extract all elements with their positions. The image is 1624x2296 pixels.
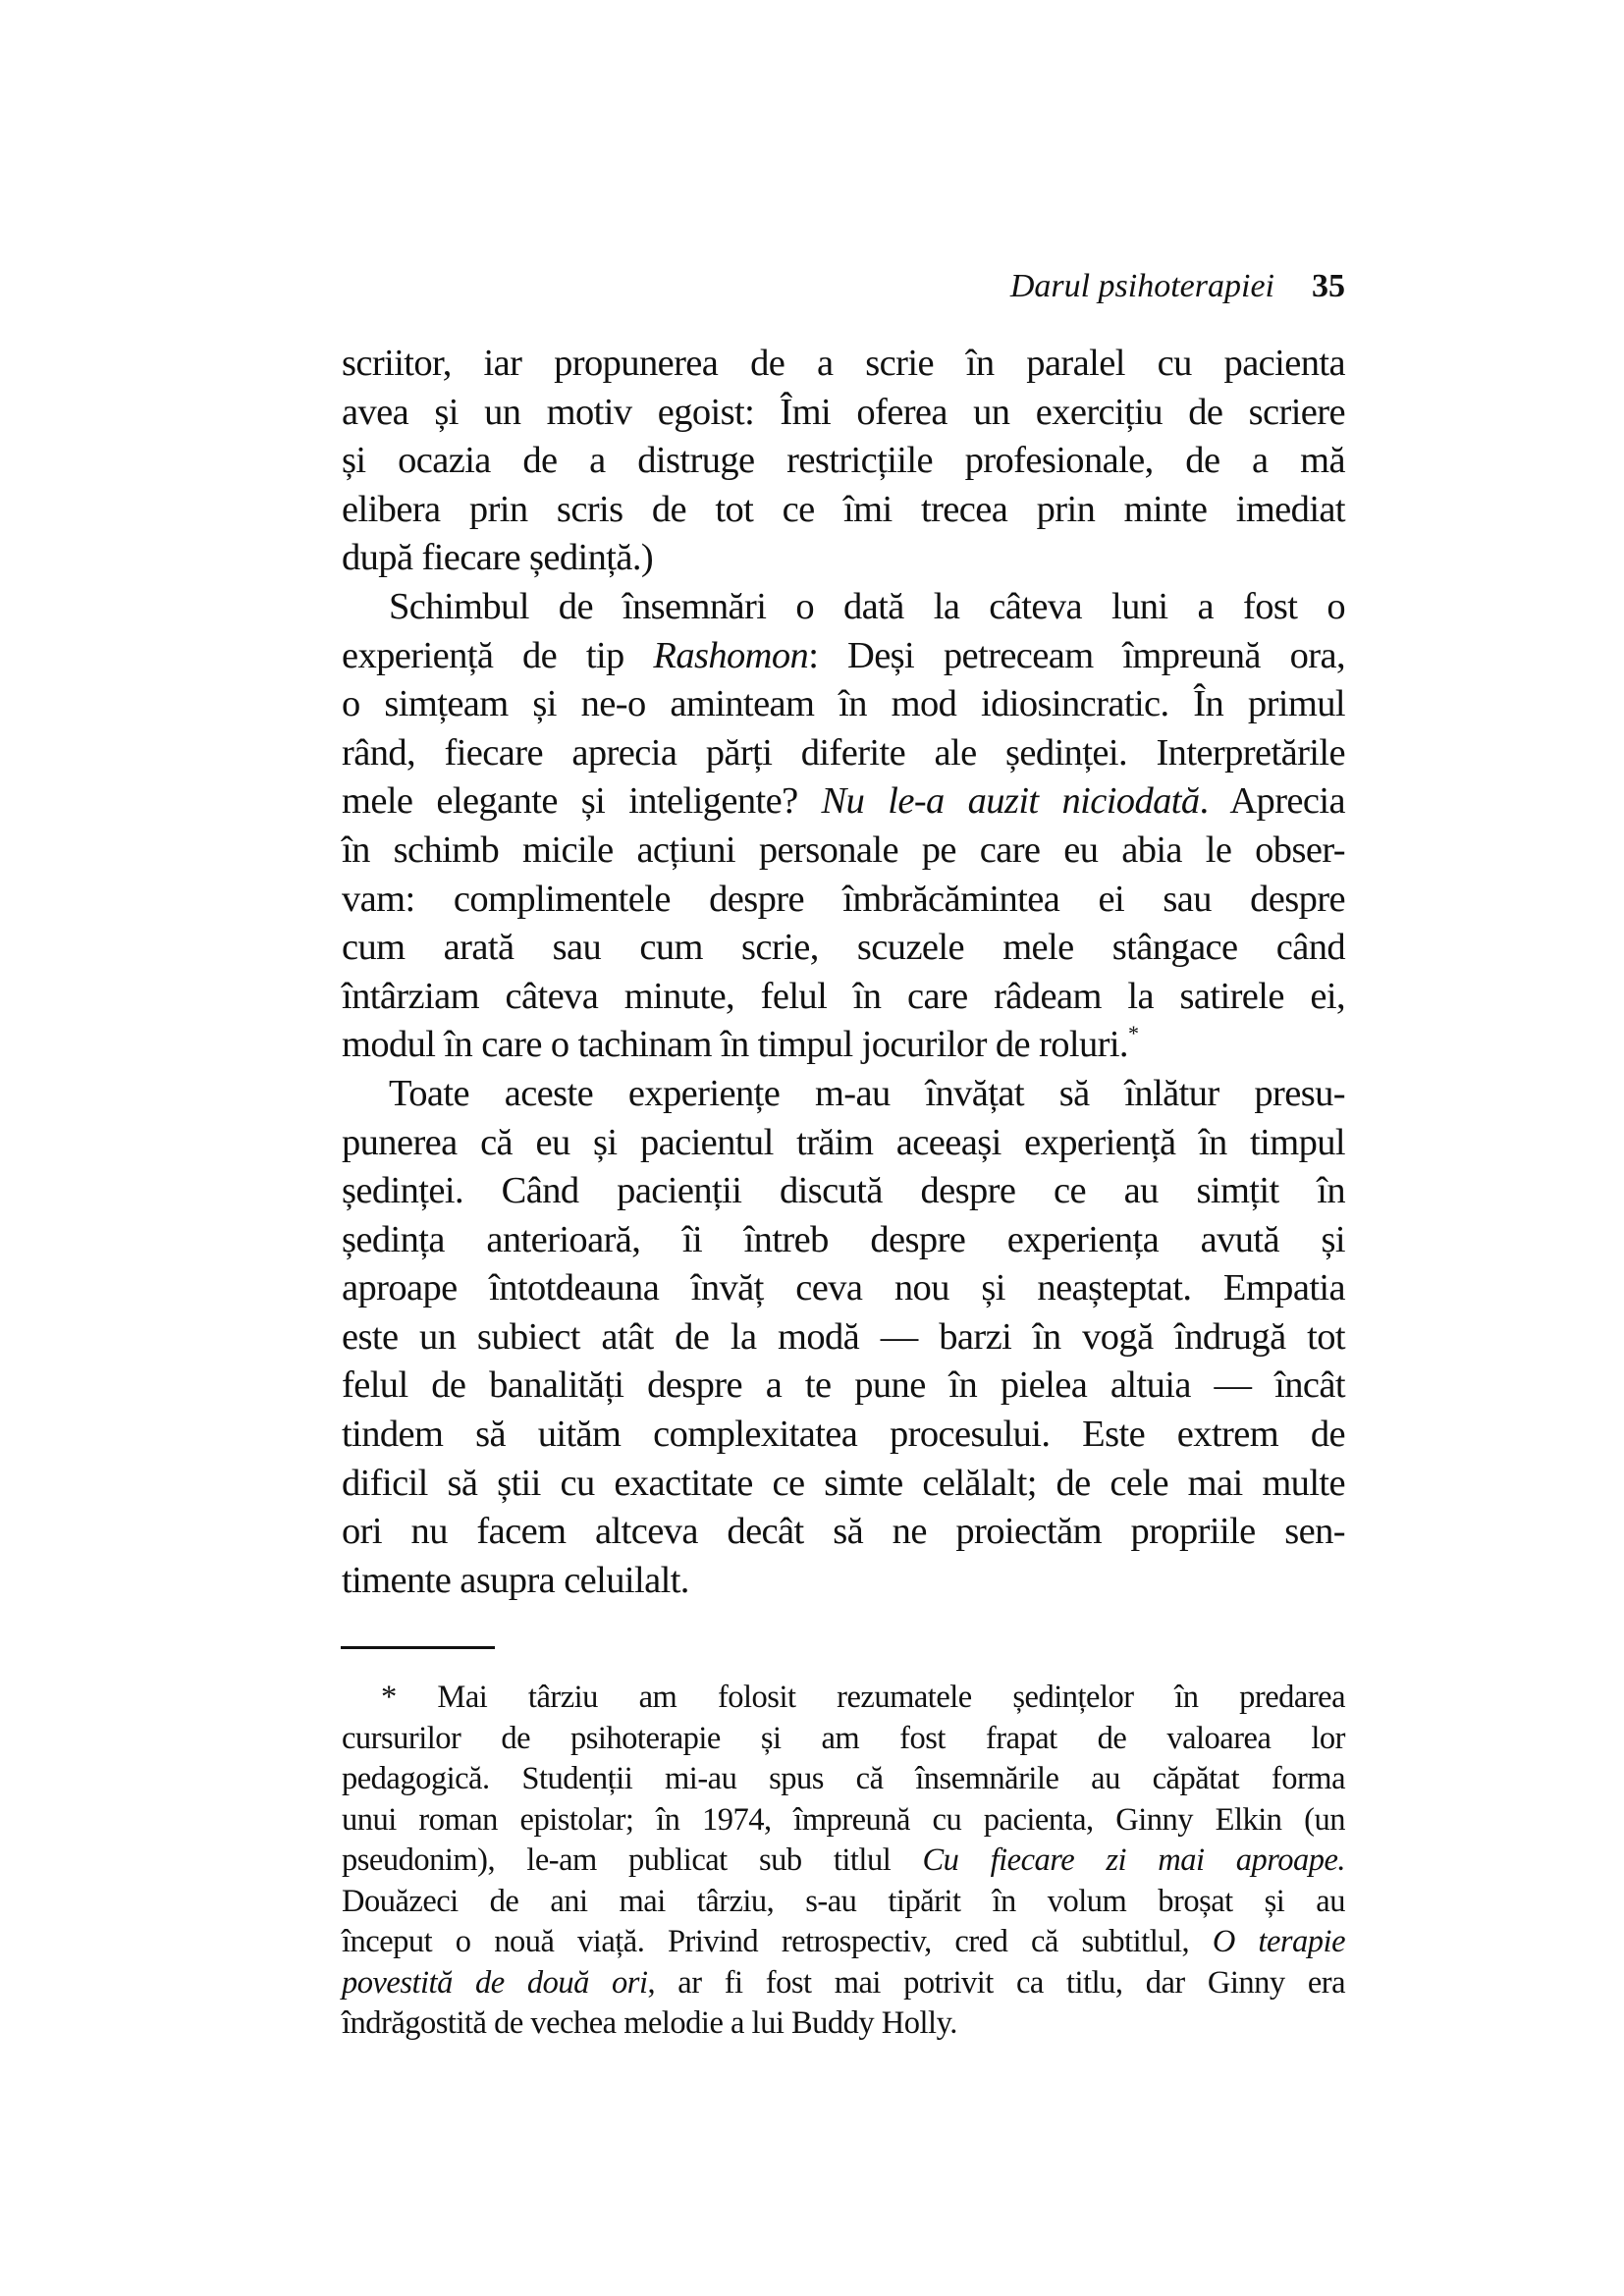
text-line: felul de banalități despre a te pune în pielea altuia — încât bbox=[342, 1364, 1345, 1407]
text-span: : Deși petreceam împreună ora, bbox=[808, 634, 1345, 676]
text-line: și ocazia de a distruge restricțiile profesionale, de a mă bbox=[342, 440, 1345, 482]
text-line bbox=[342, 632, 1345, 681]
footnote-line: Douăzeci de ani mai târziu, s-au tipărit în volum broșat și au bbox=[342, 1883, 1345, 1919]
text-line: ședința anterioară, îi întreb despre experiența avută și bbox=[342, 1218, 1345, 1260]
italic-subtitle: povestită de două ori bbox=[342, 1964, 648, 2001]
paragraph-3 bbox=[342, 1070, 1345, 1606]
text-span: pseudonim), le-am publicat sub titlul bbox=[342, 1842, 923, 1878]
page-number: 35 bbox=[1312, 268, 1345, 304]
body-text bbox=[342, 340, 1345, 1605]
italic-emphasis: Nu le-a auzit niciodată bbox=[821, 780, 1200, 823]
footnote-line bbox=[342, 1841, 1345, 1882]
text-line: rând, fiecare aprecia părți diferite ale ședinței. Interpretările bbox=[342, 731, 1345, 774]
text-line: punerea că eu și pacientul trăim aceeași experiență în timpul bbox=[342, 1121, 1345, 1163]
text-span: mele elegante și inteligente? bbox=[342, 780, 822, 823]
text-line: ori nu facem altceva decât să ne proiectăm propriile sen- bbox=[342, 1511, 1345, 1553]
text-line: întârziam câteva minute, felul în care râdeam la satirele ei, bbox=[342, 975, 1345, 1017]
text-line: Schimbul de însemnări o dată la câteva luni a fost o bbox=[389, 585, 1345, 627]
footnote-separator-rule bbox=[341, 1646, 495, 1649]
text-line: dificil să știi cu exactitate ce simte celălalt; de cele mai multe bbox=[342, 1462, 1345, 1504]
text-line: tindem să uităm complexitatea procesului. Este extrem de bbox=[342, 1414, 1345, 1456]
footnote-line: cursurilor de psihoterapie și am fost frapat de valoarea lor bbox=[342, 1720, 1345, 1756]
text-line: aproape întotdeauna învăț ceva nou și neașteptat. Empatia bbox=[342, 1267, 1345, 1309]
running-title: Darul psihoterapiei bbox=[1009, 268, 1274, 304]
footnote-line bbox=[342, 1922, 1345, 1963]
text-line: o simțeam și ne-o aminteam în mod idiosincratic. În primul bbox=[342, 683, 1345, 725]
text-line: în schimb micile acțiuni personale pe care eu abia le obser- bbox=[342, 828, 1345, 871]
text-line: vam: complimentele despre îmbrăcămintea ei sau despre bbox=[342, 878, 1345, 920]
text-span: . Aprecia bbox=[1199, 780, 1345, 823]
text-line: cum arată sau cum scrie, scuzele mele stângace când bbox=[342, 927, 1345, 969]
text-line bbox=[342, 1021, 1345, 1070]
footnote-line: unui roman epistolar; în 1974, împreună cu pacienta, Ginny Elkin (un bbox=[342, 1801, 1345, 1838]
paragraph-1 bbox=[342, 340, 1345, 583]
text-span: modul în care o tachinam în timpul jocurilor de roluri. bbox=[342, 1024, 1128, 1066]
text-span: , ar fi fost mai potrivit ca titlu, dar Ginny era bbox=[647, 1964, 1345, 2001]
text-line: scriitor, iar propunerea de a scrie în paralel cu pacienta bbox=[342, 343, 1345, 384]
text-span: început o nouă viață. Privind retrospectiv, cred că subtitlul, bbox=[342, 1924, 1213, 1959]
italic-subtitle: O terapie bbox=[1212, 1924, 1345, 1959]
footnote-line: * Mai târziu am folosit rezumatele ședințelor în predarea bbox=[381, 1680, 1345, 1715]
text-line: elibera prin scris de tot ce îmi trecea prin minte imediat bbox=[342, 488, 1345, 530]
text-line: este un subiect atât de la modă — barzi în vogă îndrugă tot bbox=[342, 1315, 1345, 1358]
italic-book-title: Cu fiecare zi mai aproape. bbox=[922, 1842, 1345, 1878]
text-span: experiență de tip bbox=[342, 634, 654, 676]
footnote bbox=[342, 1678, 1345, 2045]
footnote-marker[interactable]: * bbox=[1127, 1021, 1139, 1046]
footnote-line bbox=[342, 1963, 1345, 2004]
running-header bbox=[923, 267, 1345, 306]
italic-title-rashomon: Rashomon bbox=[653, 634, 809, 676]
paragraph-2 bbox=[342, 583, 1345, 1070]
text-line: timente asupra celuilalt. bbox=[342, 1559, 689, 1601]
footnote-line: pedagogică. Studenții mi-au spus că însemnările au căpătat forma bbox=[342, 1761, 1345, 1796]
text-line bbox=[342, 777, 1345, 827]
text-line: ședinței. Când pacienții discută despre ce au simțit în bbox=[342, 1170, 1345, 1212]
text-line: după fiecare ședință.) bbox=[342, 537, 654, 579]
text-line: Toate aceste experiențe m-au învățat să înlătur presu- bbox=[389, 1072, 1345, 1114]
text-line: avea și un motiv egoist: Îmi oferea un exercițiu de scriere bbox=[342, 391, 1345, 433]
footnote-line: îndrăgostită de vechea melodie a lui Buddy Holly. bbox=[342, 2005, 957, 2041]
